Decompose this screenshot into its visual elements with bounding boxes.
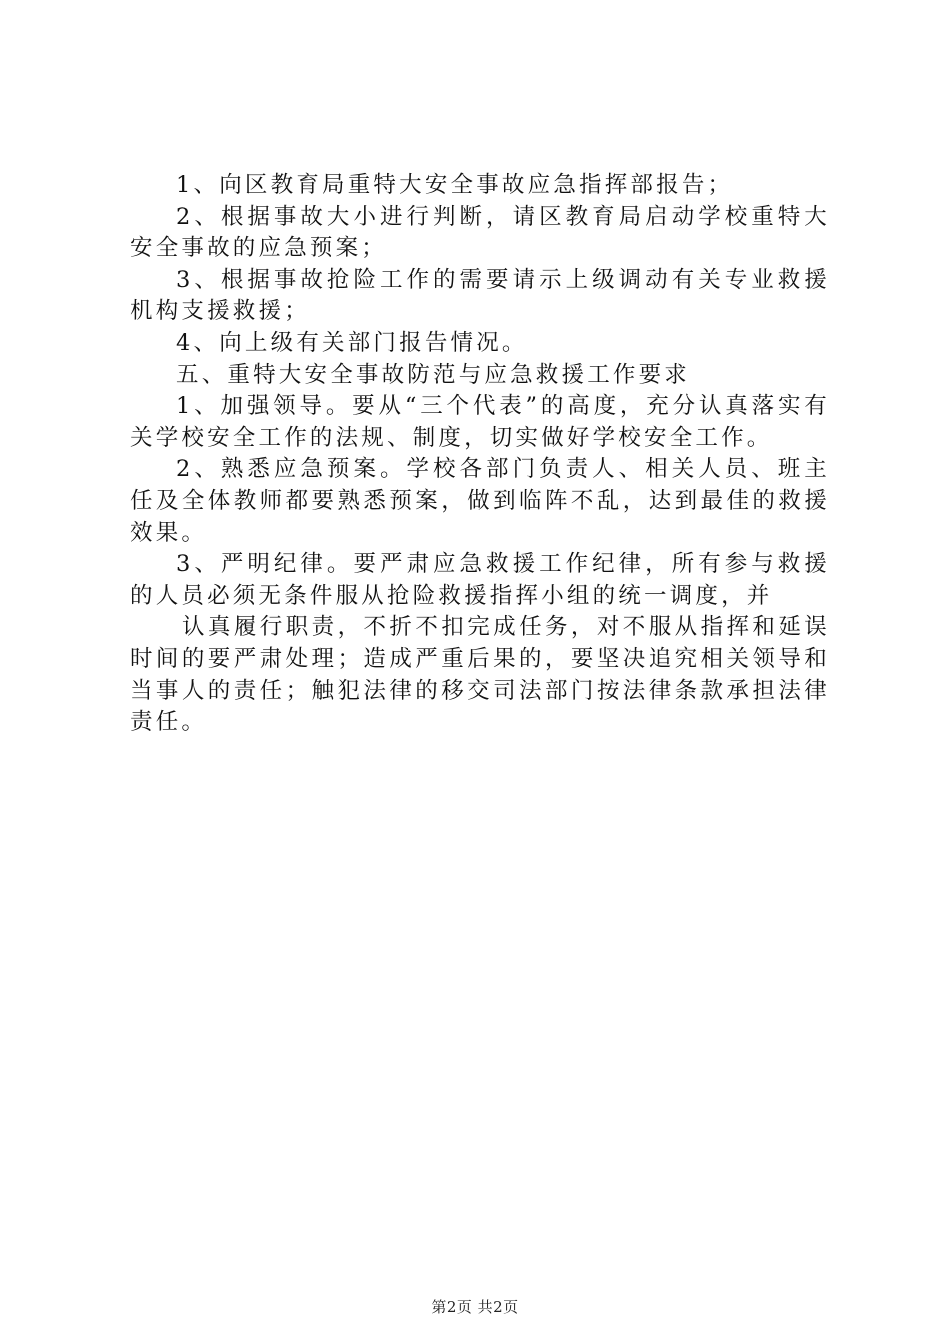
paragraph-judge-accident: 2、根据事故大小进行判断，请区教育局启动学校重特大安全事故的应急预案； [130, 203, 830, 262]
paragraph-familiar-plan: 2、熟悉应急预案。学校各部门负责人、相关人员、班主任及全体教师都要熟悉预案，做到临阵不乱，达到最佳的救援效果。 [130, 456, 830, 546]
paragraph-report-superiors: 4、向上级有关部门报告情况。 [176, 329, 528, 356]
section-heading-requirements: 五、重特大安全事故防范与应急救援工作要求 [176, 361, 691, 388]
document-body [130, 170, 830, 739]
paragraph-report-emergency-hq: 1、向区教育局重特大安全事故应急指挥部报告； [176, 172, 734, 198]
paragraph-duties-responsibility: 认真履行职责，不折不扣完成任务，对不服从指挥和延误时间的要严肃处理；造成严重后果的，要坚决追究相关领导和当事人的责任；触犯法律的移交司法部门按法律条款承担法律责任。 [130, 614, 830, 736]
paragraph-strengthen-leadership: 1、加强领导。要从“三个代表”的高度，充分认真落实有关学校安全工作的法规、制度，切实做好学校安全工作。 [130, 393, 830, 451]
paragraph-strict-discipline: 3、严明纪律。要严肃应急救援工作纪律，所有参与救援的人员必须无条件服从抢险救援指挥小组的统一调度，并 [130, 551, 830, 609]
paragraph-request-rescue: 3、根据事故抢险工作的需要请示上级调动有关专业救援机构支援救援； [130, 266, 830, 325]
page-number-footer: 第2页 共2页 [431, 1298, 519, 1316]
